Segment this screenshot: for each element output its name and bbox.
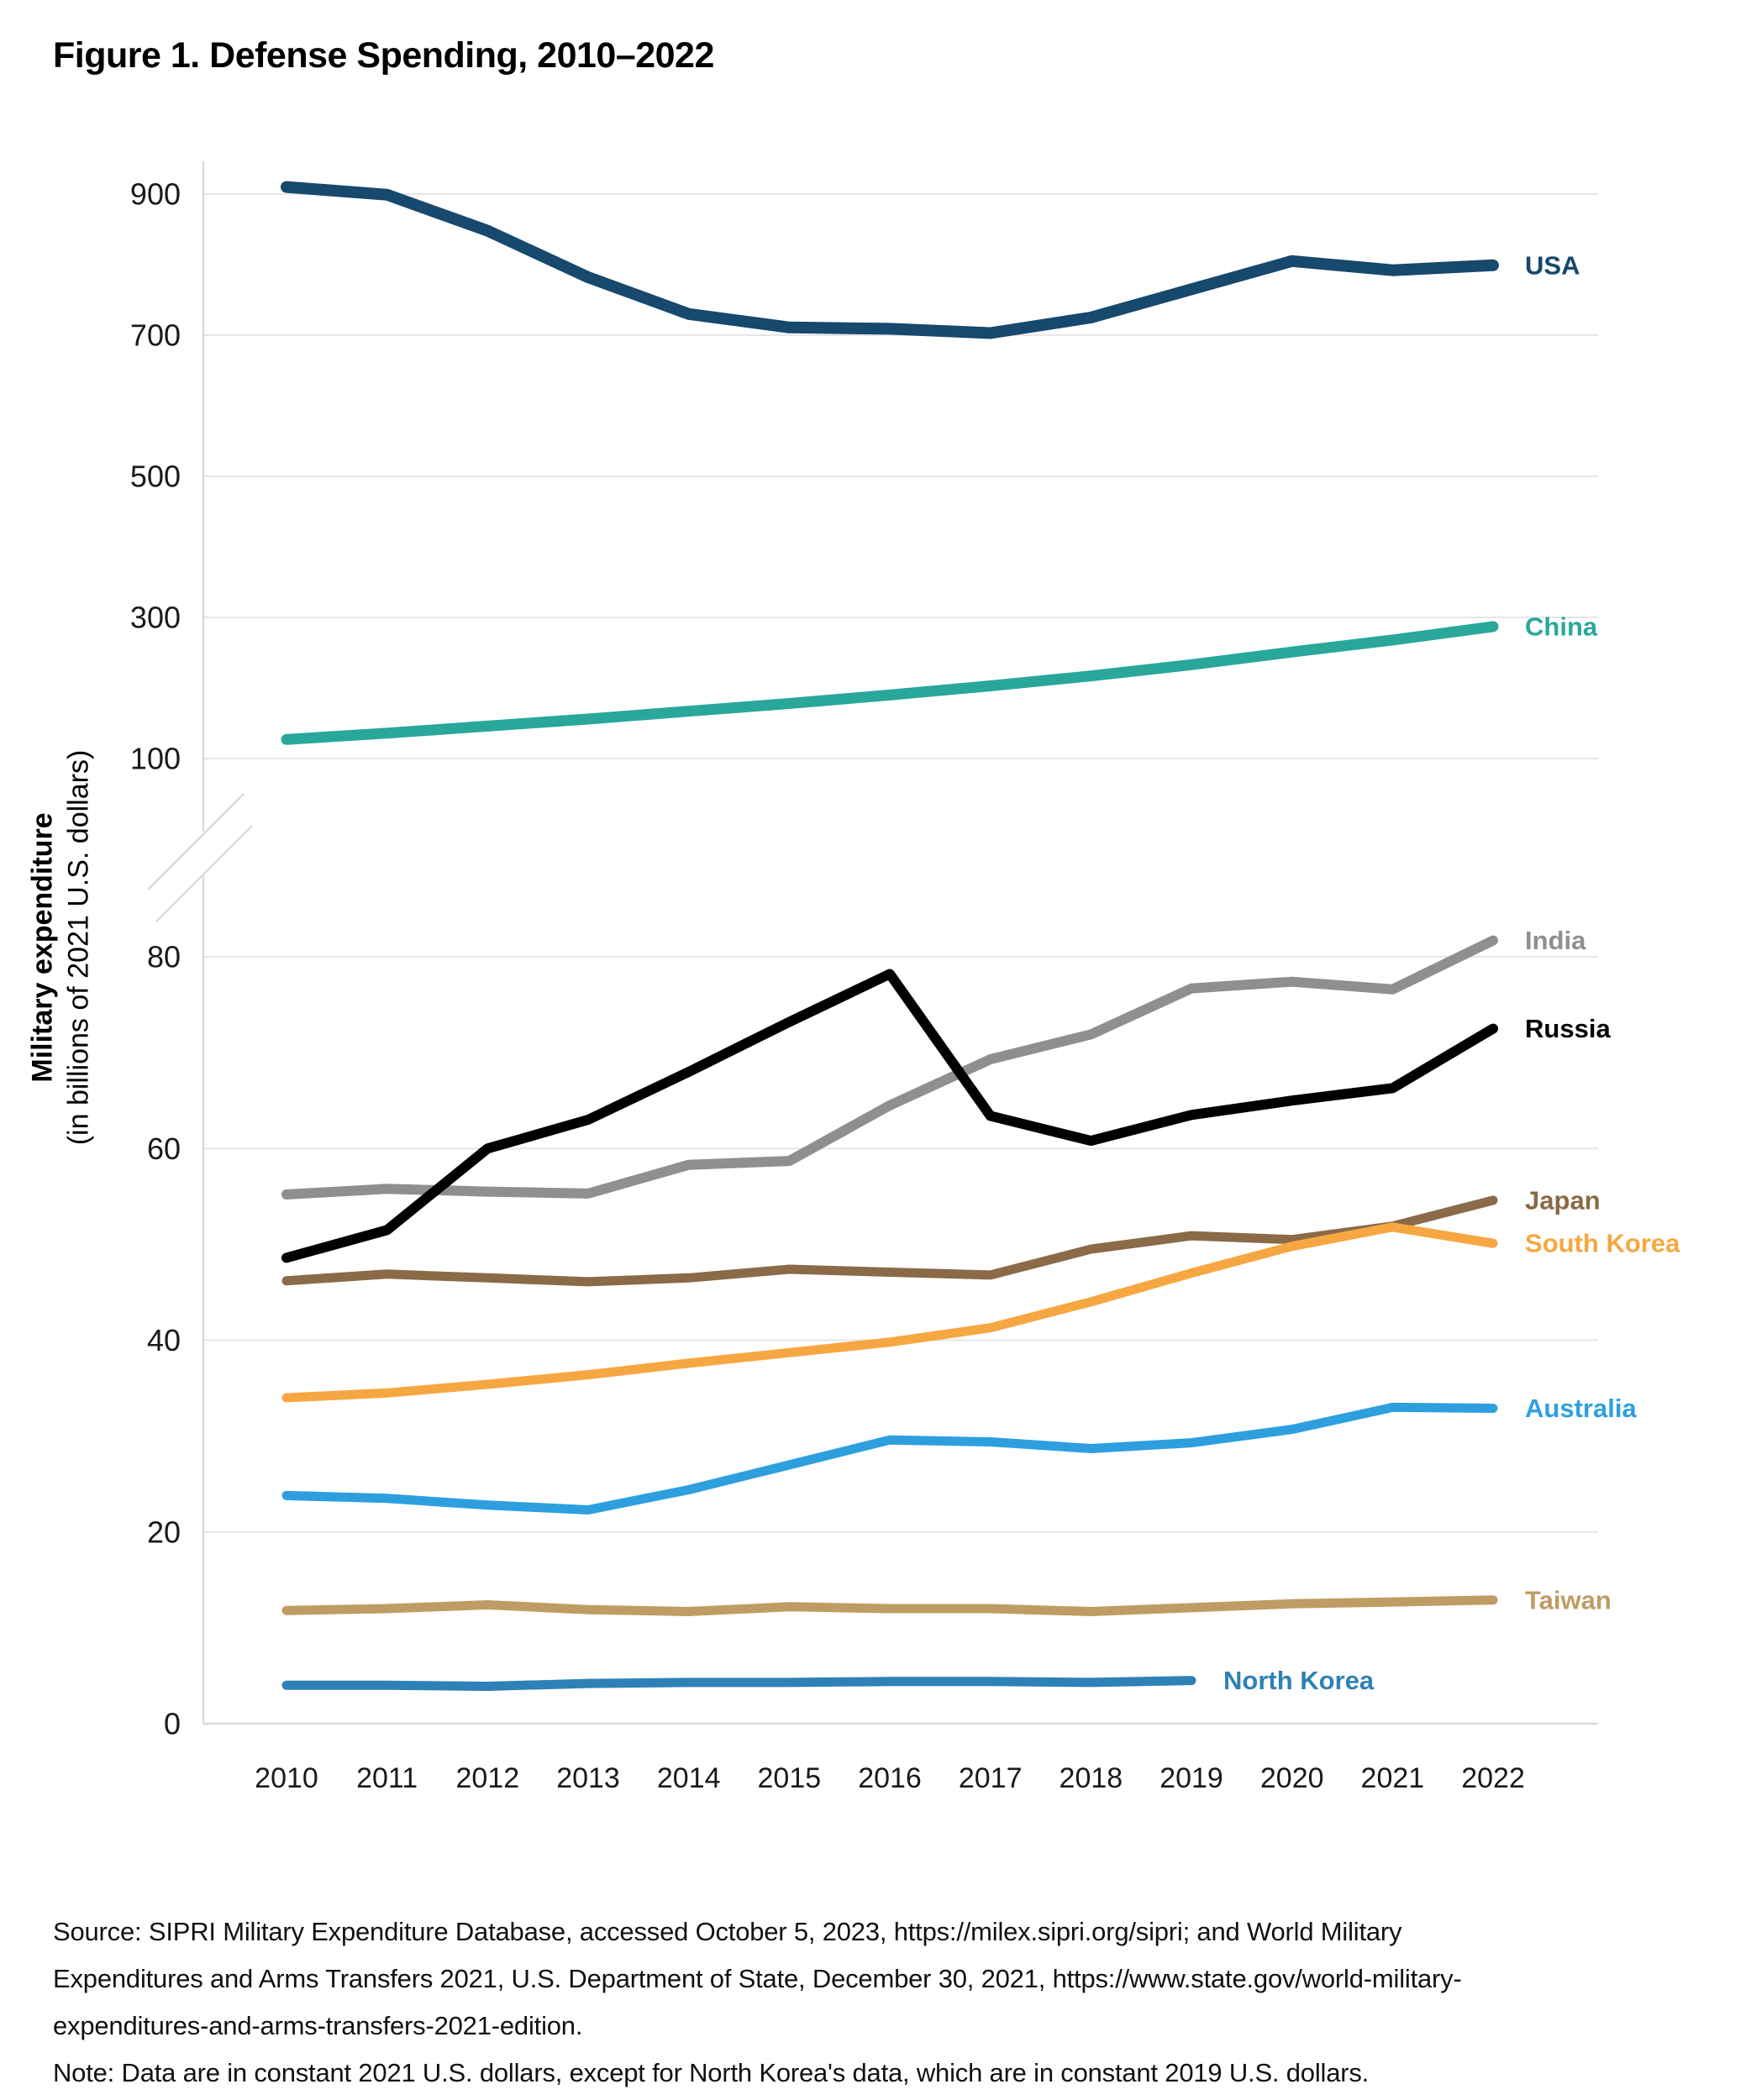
series-line-taiwan: [287, 1600, 1493, 1612]
y-tick-label-300: 300: [129, 600, 181, 635]
x-tick-label-2010: 2010: [255, 1762, 318, 1794]
series-label-taiwan: Taiwan: [1525, 1585, 1612, 1615]
y-tick-label-20: 20: [146, 1515, 181, 1550]
x-tick-label-2020: 2020: [1259, 1762, 1324, 1794]
y-axis-title-sub: (in billions of 2021 U.S. dollars): [62, 749, 94, 1146]
x-tick-label-2018: 2018: [1059, 1762, 1123, 1794]
source-note: [53, 1908, 1725, 2097]
source-line-1: Source: SIPRI Military Expenditure Database, accessed October 5, 2023, https://milex.sipri.org/sipri; and World Military: [53, 1917, 1402, 1946]
note-line: Note: Data are in constant 2021 U.S. dollars, except for North Korea's data, which are in constant 2019 U.S. dollars.: [53, 2058, 1370, 2087]
x-tick-label-2016: 2016: [858, 1762, 922, 1794]
series-line-australia: [287, 1407, 1493, 1509]
chart-title: Figure 1. Defense Spending, 2010–2022: [53, 35, 714, 76]
x-tick-label-2019: 2019: [1159, 1762, 1223, 1794]
series-line-north-korea: [287, 1681, 1191, 1687]
y-tick-label-700: 700: [129, 318, 181, 353]
series-label-usa: USA: [1525, 250, 1580, 281]
series-label-north-korea: North Korea: [1223, 1666, 1375, 1696]
x-tick-label-2012: 2012: [455, 1762, 520, 1794]
series-line-south-korea: [287, 1227, 1493, 1398]
y-tick-label-900: 900: [129, 176, 181, 212]
source-line-2: Expenditures and Arms Transfers 2021, U.S. Department of State, December 30, 2021, https://www.state.gov/world-military-: [53, 1964, 1462, 1993]
series-label-russia: Russia: [1525, 1014, 1611, 1044]
series-line-usa: [287, 187, 1493, 333]
x-tick-label-2022: 2022: [1461, 1762, 1525, 1794]
series-label-china: China: [1525, 612, 1598, 642]
series-label-south-korea: South Korea: [1525, 1228, 1680, 1258]
x-tick-label-2017: 2017: [958, 1762, 1023, 1794]
y-axis-title: [25, 750, 97, 1146]
x-tick-label-2014: 2014: [656, 1762, 721, 1794]
x-tick-label-2013: 2013: [556, 1762, 620, 1794]
series-label-india: India: [1525, 926, 1586, 956]
series-line-russia: [287, 974, 1493, 1258]
y-tick-label-40: 40: [146, 1323, 181, 1357]
series-label-australia: Australia: [1525, 1394, 1637, 1424]
x-tick-label-2015: 2015: [757, 1762, 822, 1794]
y-axis-title-main: Military expenditure: [26, 812, 59, 1083]
series-label-japan: Japan: [1525, 1185, 1601, 1215]
axis-break-mark-upper: [148, 794, 244, 890]
x-tick-label-2011: 2011: [356, 1762, 418, 1794]
x-tick-label-2021: 2021: [1360, 1762, 1425, 1794]
source-line-3: expenditures-and-arms-transfers-2021-edition.: [53, 2011, 583, 2040]
y-tick-label-60: 60: [146, 1131, 181, 1166]
y-tick-label-80: 80: [146, 939, 181, 974]
y-tick-label-100: 100: [129, 741, 181, 776]
y-tick-label-500: 500: [129, 459, 181, 494]
y-tick-label-0: 0: [163, 1706, 181, 1741]
series-line-china: [287, 627, 1493, 739]
